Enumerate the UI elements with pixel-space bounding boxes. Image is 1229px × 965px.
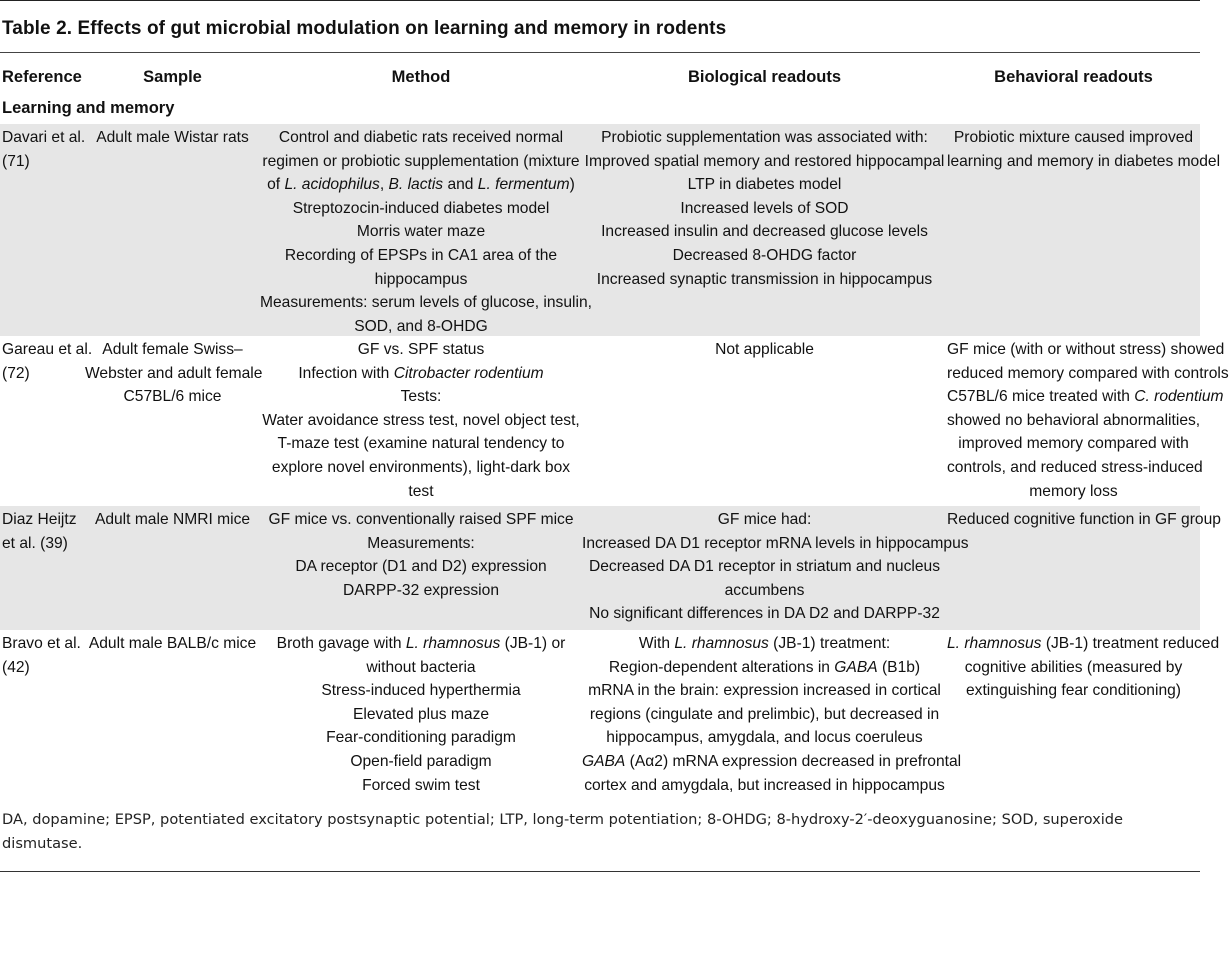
table-row xyxy=(0,336,1229,506)
cell-line: Increased insulin and decreased glucose levels xyxy=(601,223,928,241)
method-cell xyxy=(260,126,592,338)
cell-line: explore novel environments), light-dark box xyxy=(271,458,571,476)
cell-line: Diaz Heijtz xyxy=(2,511,77,528)
cell-line: C57BL/6 mice xyxy=(123,388,222,406)
cell-line: memory loss xyxy=(1029,482,1118,500)
behavioral-readouts-cell xyxy=(947,126,1221,338)
table-row xyxy=(0,124,1221,336)
cell-line: SOD, and 8-OHDG xyxy=(354,317,488,335)
header-reference: Reference xyxy=(2,67,82,86)
sample-cell xyxy=(85,338,263,506)
cell-line: Measurements: xyxy=(367,534,475,552)
cell-line: Increased DA D1 receptor mRNA levels in hippocampus xyxy=(582,534,969,552)
cell-line: Open-field paradigm xyxy=(350,752,492,770)
cell-line: DARPP-32 expression xyxy=(342,581,499,599)
top-rule xyxy=(0,0,1200,1)
cell-line: LTP in diabetes model xyxy=(687,176,842,194)
cell-line: Decreased 8-OHDG factor xyxy=(672,246,857,264)
cell-line: Stress-induced hyperthermia xyxy=(321,682,521,700)
cell-line: Increased levels of SOD xyxy=(680,199,849,217)
cell-line: mRNA in the brain: expression increased in cortical xyxy=(588,682,941,700)
cell-line: cognitive abilities (measured by xyxy=(964,658,1183,676)
cell-line: Adult male Wistar rats xyxy=(96,129,249,146)
cell-line: Increased synaptic transmission in hippocampus xyxy=(596,270,933,288)
cell-line: Elevated plus maze xyxy=(352,705,490,723)
reference-cell xyxy=(0,338,93,506)
cell-line: (71) xyxy=(2,152,30,170)
reference-cell xyxy=(0,508,85,630)
cell-line: GF mice had: xyxy=(717,511,812,528)
cell-line: et al. (39) xyxy=(2,534,68,552)
cell-line: GF mice (with or without stress) showed xyxy=(947,341,1225,358)
header-behavioral-readouts: Behavioral readouts xyxy=(994,67,1153,86)
cell-line: Control and diabetic rats received normal xyxy=(278,129,564,146)
title-rule xyxy=(0,52,1200,53)
table-row xyxy=(0,506,1221,630)
cell-line: Forced swim test xyxy=(362,776,480,794)
cell-line: L. rhamnosus (JB-1) treatment reduced xyxy=(947,635,1220,652)
reference-cell xyxy=(0,632,85,808)
table-row xyxy=(0,630,1220,808)
behavioral-readouts-cell xyxy=(947,338,1229,506)
data-table xyxy=(0,62,1229,808)
method-cell xyxy=(260,338,582,506)
cell-line: without bacteria xyxy=(366,658,476,676)
sample-cell xyxy=(85,126,260,338)
cell-line: improved memory compared with xyxy=(958,435,1189,453)
biological-readouts-cell xyxy=(582,632,962,808)
biological-readouts-cell xyxy=(582,126,947,338)
cell-line: Measurements: serum levels of glucose, insulin, xyxy=(260,294,592,312)
cell-line: regimen or probiotic supplementation (mixture xyxy=(262,152,580,170)
cell-line: Bravo et al. xyxy=(2,635,81,652)
cell-line: Morris water maze xyxy=(356,223,486,241)
cell-line: C57BL/6 mice treated with C. rodentium xyxy=(947,388,1224,406)
bottom-rule xyxy=(0,871,1200,872)
behavioral-readouts-cell xyxy=(947,632,1220,808)
cell-line: controls, and reduced stress-induced xyxy=(947,458,1203,476)
table-footnote: DA, dopamine; EPSP, potentiated excitatory postsynaptic potential; LTP, long-term potentiation; 8-OHDG; 8-hydroxy-2′-deoxyguanosine; SOD, superoxide dismutase. xyxy=(2,811,1124,852)
cell-line: Water avoidance stress test, novel object test, xyxy=(262,411,580,429)
cell-line: Adult female Swiss– xyxy=(102,341,243,358)
cell-line: T-maze test (examine natural tendency to xyxy=(277,435,565,453)
cell-line: Reduced cognitive function in GF group xyxy=(947,511,1221,528)
cell-line: extinguishing fear conditioning) xyxy=(966,682,1181,700)
cell-line: GF mice vs. conventionally raised SPF mice xyxy=(268,511,574,528)
cell-line: GABA (Aα2) mRNA expression decreased in prefrontal xyxy=(582,752,962,770)
cell-line: Fear-conditioning paradigm xyxy=(326,729,516,747)
header-sample: Sample xyxy=(143,67,202,86)
cell-line: No significant differences in DA D2 and DARPP-32 xyxy=(589,605,940,623)
cell-line: With L. rhamnosus (JB-1) treatment: xyxy=(638,635,891,652)
cell-line: cortex and amygdala, but increased in hippocampus xyxy=(584,776,945,794)
cell-line: of L. acidophilus, B. lactis and L. fermentum) xyxy=(267,176,575,194)
cell-line: Probiotic mixture caused improved xyxy=(953,129,1194,146)
cell-line: Decreased DA D1 receptor in striatum and nucleus xyxy=(588,558,941,576)
reference-cell xyxy=(0,126,85,338)
cell-line: Recording of EPSPs in CA1 area of the xyxy=(284,246,558,264)
cell-line: Streptozocin-induced diabetes model xyxy=(292,199,550,217)
biological-readouts-cell xyxy=(582,508,969,630)
table-header-row xyxy=(0,62,1200,92)
cell-line: (42) xyxy=(2,658,30,676)
cell-line: showed no behavioral abnormalities, xyxy=(947,411,1201,429)
cell-line: Broth gavage with L. rhamnosus (JB-1) or xyxy=(276,635,566,652)
sample-cell xyxy=(85,508,260,630)
behavioral-readouts-cell xyxy=(947,508,1221,630)
cell-line: Webster and adult female xyxy=(85,364,263,382)
cell-line: hippocampus xyxy=(374,270,468,288)
cell-line: Davari et al. xyxy=(2,129,86,146)
cell-line: Not applicable xyxy=(715,341,814,358)
cell-line: accumbens xyxy=(724,581,805,599)
table-title: Table 2. Effects of gut microbial modulation on learning and memory in rodents xyxy=(2,18,727,39)
cell-line: hippocampus, amygdala, and locus coeruleus xyxy=(606,729,923,747)
header-method: Method xyxy=(391,67,451,86)
cell-line: learning and memory in diabetes model xyxy=(947,152,1221,170)
cell-line: GF vs. SPF status xyxy=(357,341,485,358)
section-heading: Learning and memory xyxy=(2,99,175,117)
header-biological-readouts: Biological readouts xyxy=(687,67,842,86)
cell-line: Adult male BALB/c mice xyxy=(88,635,257,652)
cell-line: Adult male NMRI mice xyxy=(94,511,251,528)
cell-line: Region-dependent alterations in GABA (B1b) xyxy=(608,658,921,676)
cell-line: DA receptor (D1 and D2) expression xyxy=(295,558,547,576)
cell-line: (72) xyxy=(2,364,30,382)
cell-line: test xyxy=(408,482,434,500)
sample-cell xyxy=(85,632,260,808)
cell-line: Infection with Citrobacter rodentium xyxy=(298,364,544,382)
cell-line: reduced memory compared with controls xyxy=(947,364,1229,382)
cell-line: regions (cingulate and prelimbic), but decreased in xyxy=(589,705,940,723)
cell-line: Probiotic supplementation was associated with: xyxy=(601,129,928,146)
cell-line: Improved spatial memory and restored hippocampal xyxy=(584,152,945,170)
method-cell xyxy=(260,632,582,808)
cell-line: Tests: xyxy=(400,388,442,406)
method-cell xyxy=(260,508,582,630)
biological-readouts-cell xyxy=(582,338,947,506)
cell-line: Gareau et al. xyxy=(2,341,93,358)
